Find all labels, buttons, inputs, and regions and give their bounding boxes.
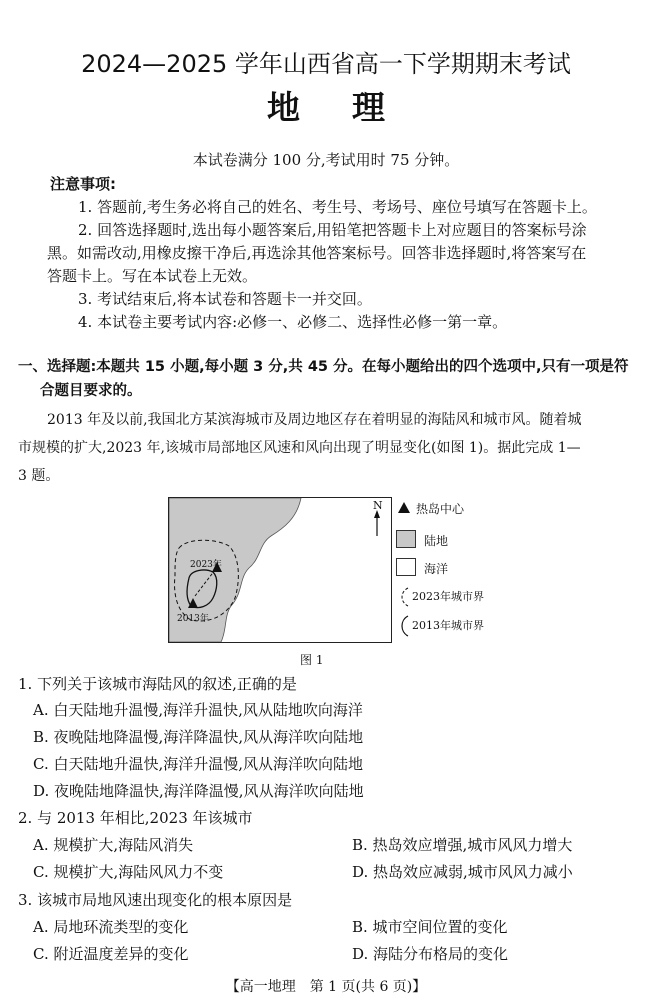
section-heading-line2: 合题目要求的。: [40, 383, 142, 399]
legend-2013-boundary: 2013年城市界: [412, 619, 484, 632]
notes-heading: 注意事项:: [50, 175, 116, 193]
exam-title: 2024—2025 学年山西省高一下学期期末考试: [81, 50, 571, 78]
heat-island-icon: [398, 502, 410, 513]
passage-line: 市规模的扩大,2023 年,该城市局部地区风速和风向出现了明显变化(如图 1)。据此完成 1—: [18, 440, 581, 456]
ocean-swatch: [396, 558, 416, 576]
option: A. 白天陆地升温慢,海洋升温快,风从陆地吹向海洋: [33, 701, 363, 719]
question-stem: 1. 下列关于该城市海陆风的叙述,正确的是: [18, 675, 297, 693]
note-line: 2. 回答选择题时,选出每小题答案后,用铅笔把答题卡上对应题目的答案标号涂: [78, 221, 587, 239]
subject-char-1: 地: [267, 88, 300, 127]
option: D. 夜晚陆地降温快,海洋降温慢,风从海洋吹向陆地: [33, 782, 364, 800]
land-swatch: [396, 530, 416, 548]
label-2023: 2023年: [190, 560, 222, 570]
option: A. 局地环流类型的变化: [33, 918, 189, 936]
question-stem: 3. 该城市局地风速出现变化的根本原因是: [18, 891, 293, 909]
option: B. 城市空间位置的变化: [352, 918, 508, 936]
note-line: 答题卡上。写在本试卷上无效。: [47, 267, 258, 285]
legend-heat-island: 热岛中心: [416, 502, 465, 516]
page-footer: 【高一地理 第 1 页(共 6 页)】: [225, 979, 427, 995]
option: C. 白天陆地升温快,海洋升温慢,风从海洋吹向陆地: [33, 755, 364, 773]
figure-map: [168, 497, 392, 643]
legend-2023-boundary: 2023年城市界: [412, 590, 484, 603]
exam-info: 本试卷满分 100 分,考试用时 75 分钟。: [192, 151, 460, 169]
passage-line: 2013 年及以前,我国北方某滨海城市及周边地区存在着明显的海陆风和城市风。随着城: [47, 412, 582, 428]
label-2013: 2013年: [177, 614, 209, 624]
section-heading-line1: 一、选择题:本题共 15 小题,每小题 3 分,共 45 分。在每小题给出的四个选项中,只有一项是符: [18, 359, 629, 375]
question-stem: 2. 与 2013 年相比,2023 年该城市: [18, 809, 253, 827]
option: B. 热岛效应增强,城市风风力增大: [352, 836, 573, 854]
note-line: 4. 本试卷主要考试内容:必修一、必修二、选择性必修一第一章。: [78, 313, 508, 331]
note-line: 1. 答题前,考生务必将自己的姓名、考生号、考场号、座位号填写在答题卡上。: [78, 198, 597, 216]
dashed-boundary-icon: [396, 586, 412, 608]
figure-caption: 图 1: [300, 653, 324, 667]
north-label: N: [373, 499, 383, 512]
note-line: 3. 考试结束后,将本试卷和答题卡一并交回。: [78, 290, 372, 308]
legend-ocean: 海洋: [424, 562, 449, 576]
option: C. 附近温度差异的变化: [33, 945, 189, 963]
option: B. 夜晚陆地降温慢,海洋降温快,风从海洋吹向陆地: [33, 728, 364, 746]
legend-land: 陆地: [424, 534, 449, 548]
option: A. 规模扩大,海陆风消失: [33, 836, 194, 854]
subject-title: [0, 82, 652, 129]
option: D. 海陆分布格局的变化: [352, 945, 509, 963]
subject-char-2: 理: [352, 88, 385, 127]
passage-line: 3 题。: [18, 468, 60, 484]
option: C. 规模扩大,海陆风风力不变: [33, 863, 224, 881]
note-line: 黑。如需改动,用橡皮擦干净后,再选涂其他答案标号。回答非选择题时,将答案写在: [47, 244, 587, 262]
option: D. 热岛效应减弱,城市风风力减小: [352, 863, 573, 881]
solid-boundary-icon: [396, 614, 412, 638]
